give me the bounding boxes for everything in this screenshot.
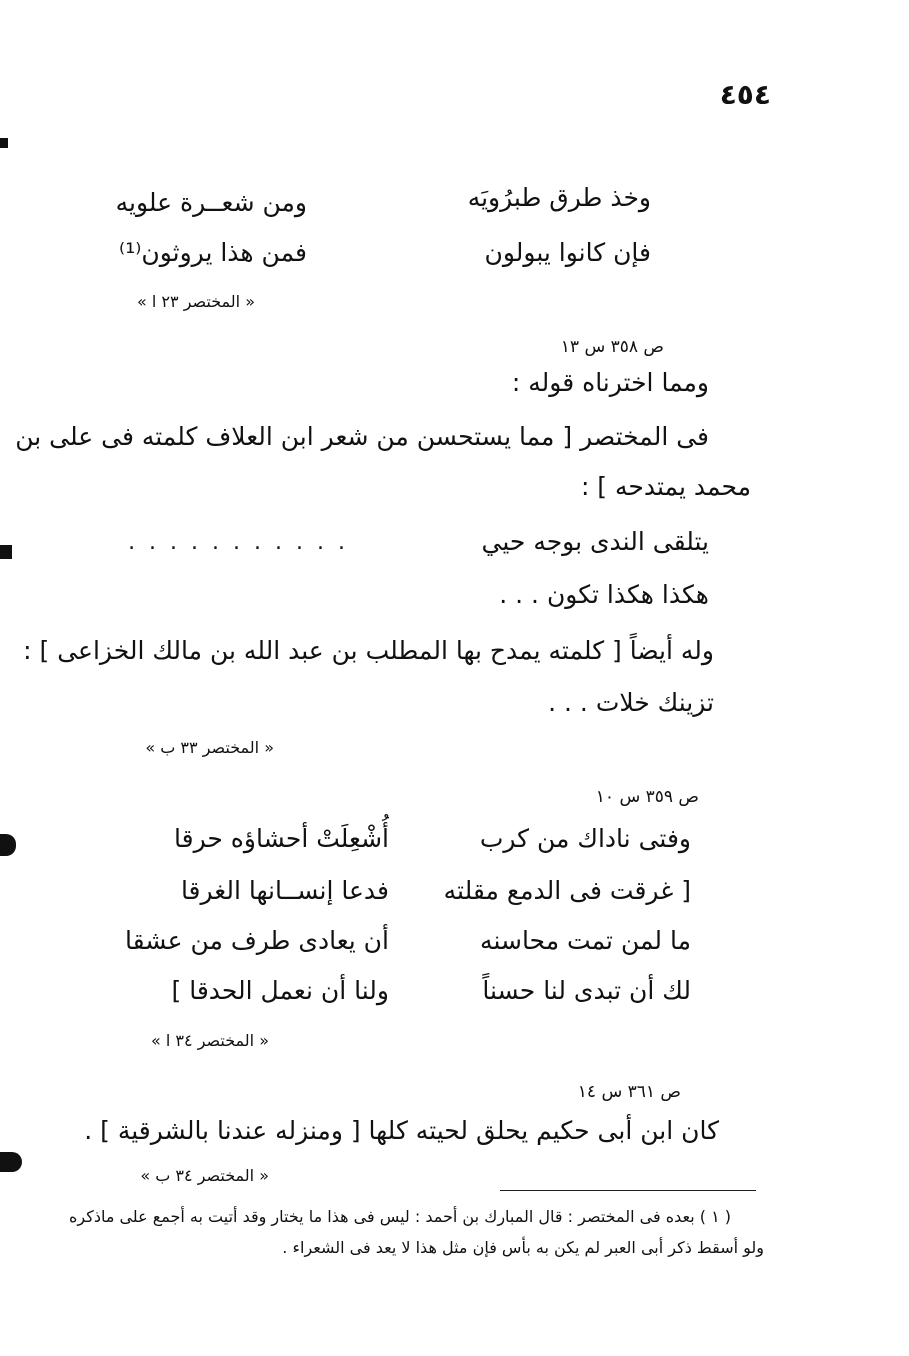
text-line: وله أيضاً [ كلمته يمدح بها المطلب بن عبد الله بن مالك الخزاعى ] : (23, 636, 714, 665)
ellipsis-dots: ........... (128, 530, 359, 555)
text-line: محمد يمتدحه ] : (580, 472, 751, 501)
verse-hemistich-right: يتلقى الندى بوجه حيي (481, 527, 709, 556)
verse-hemistich-left: فمن هذا يروثون⁽¹⁾ (119, 238, 307, 267)
verse-hemistich-right: ما لمن تمت محاسنه (480, 926, 691, 955)
verse-hemistich-left: ومن شعــرة علويه (115, 188, 307, 217)
footnote-rule (500, 1190, 756, 1191)
text-line: ومما اخترناه قوله : (511, 368, 709, 397)
verse-hemistich-right: وخذ طرق طبرُويَه (467, 183, 651, 212)
verse-hemistich-left: فدعا إنســانها الغرقا (180, 876, 389, 905)
text-line: كان ابن أبى حكيم يحلق لحيته كلها [ ومنزله عندنا بالشرقية ] . (84, 1116, 719, 1145)
source-citation: « المختصر ٣٤ ا » (151, 1031, 269, 1050)
verse-hemistich-right: لك أن تبدى لنا حسناً (482, 976, 691, 1005)
source-citation: « المختصر ٣٤ ب » (140, 1166, 269, 1185)
verse-hemistich-left: أن يعادى طرف من عشقا (125, 926, 389, 955)
page-number: ٤٥٤ (719, 78, 771, 111)
text-line: فى المختصر [ مما يستحسن من شعر ابن العلاف كلمته فى على بن (15, 422, 709, 451)
verse-hemistich-right: وفتى ناداك من كرب (479, 824, 691, 853)
footnote-line: ( ١ ) بعده فى المختصر : قال المبارك بن أحمد : ليس فى هذا ما يختار وقد أتيت به أجمع على ماذكره (68, 1207, 731, 1226)
source-citation: « المختصر ٢٣ ا » (137, 292, 255, 311)
verse-hemistich-left: ولنا أن نعمل الحدقا ] (171, 976, 389, 1005)
scan-mark (0, 545, 12, 559)
verse-hemistich-right: فإن كانوا يبولون (484, 238, 651, 267)
footnote-line: ولو أسقط ذكر أبى العبر لم يكن به بأس فإن مثل هذا لا يعد فى الشعراء . (282, 1238, 764, 1257)
reference-line: ص ٣٥٨ س ١٣ (560, 337, 664, 357)
scan-mark (0, 834, 16, 856)
text-line: تزينك خلات . . . (548, 688, 714, 717)
reference-line: ص ٣٦١ س ١٤ (577, 1082, 681, 1102)
source-citation: « المختصر ٣٣ ب » (145, 738, 274, 757)
scan-mark (0, 1152, 22, 1172)
reference-line: ص ٣٥٩ س ١٠ (595, 787, 699, 807)
verse-hemistich-left: أُشْعِلَتْ أحشاؤه حرقا (174, 824, 389, 853)
scan-mark (0, 138, 8, 148)
verse-hemistich-right: [ غرقت فى الدمع مقلته (443, 876, 691, 905)
text-line: هكذا هكذا تكون . . . (499, 580, 709, 609)
